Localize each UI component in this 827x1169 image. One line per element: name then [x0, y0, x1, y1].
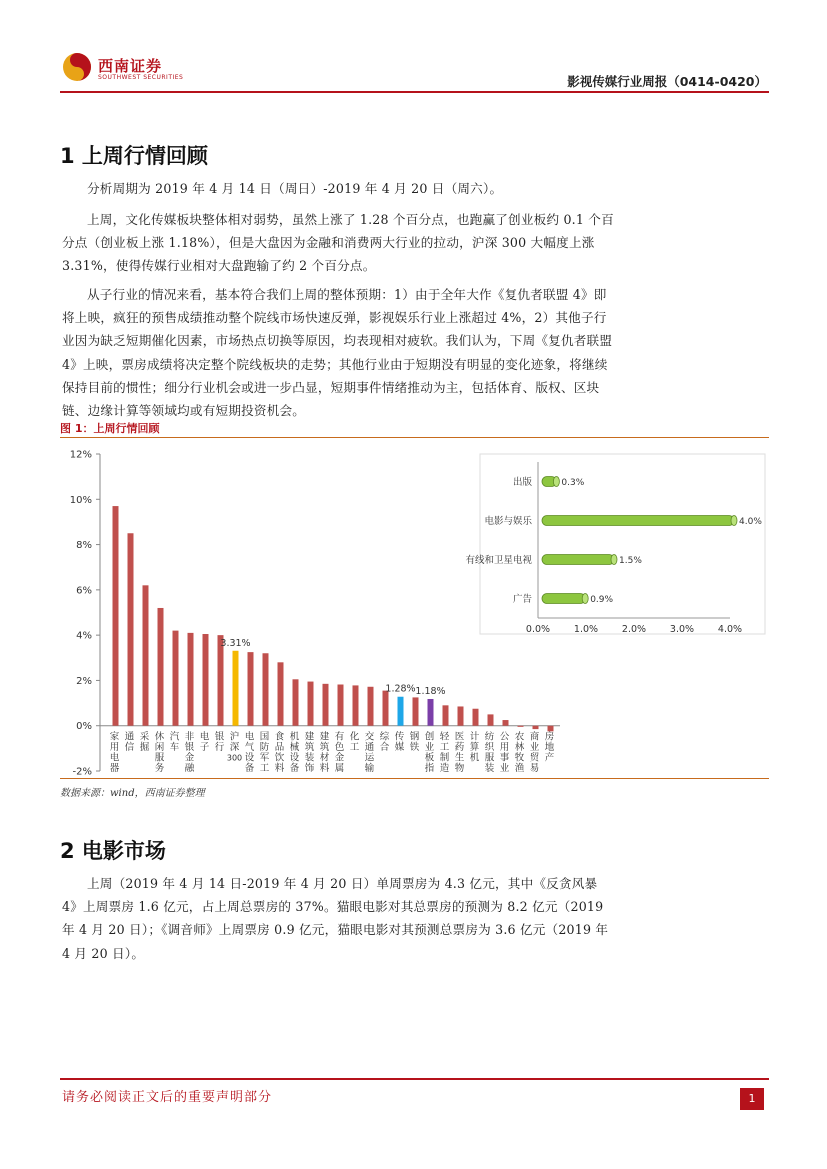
x-tick-label: 纺织服装 [484, 731, 495, 775]
x-tick-label: 银行 [214, 731, 225, 754]
y-tick-label: 4% [76, 630, 92, 642]
bar [128, 533, 134, 725]
paragraph: 从子行业的情况来看，基本符合我们上周的整体预期：1）由于全年大作《复仇者联盟 4》即将上映，疯狂的预售成绩推动整个院线市场快速反弹，影视娱乐行业上涨超过 4%，2）其他子行业因为缺乏短期催化因素，市场热点切换等原因，均表现相对疲软。我们认为，下周《复仇者联盟 4》上映，票房成绩将决定整个院线板块的走势；其他行业由于短期没有明显的变化迹象，将继续保持目前的惯性；细分行业机会或进一步凸显，短期事件情绪推动为主，包括体育、版权、区块链、边缘计算等领域均或有短期投资机会。 [62, 287, 613, 419]
footer-divider [60, 1078, 769, 1080]
logo-icon [62, 52, 92, 82]
x-tick-label: 建筑装饰 [304, 731, 315, 775]
inset-bar-cap [611, 555, 617, 565]
x-tick-label: 沪深 300 [226, 731, 243, 763]
y-tick-label: 6% [76, 585, 92, 597]
media-subsector-chart [465, 454, 765, 635]
bar [188, 633, 194, 726]
x-tick-label: 综合 [379, 731, 390, 754]
x-tick-label: 农林牧渔 [514, 731, 525, 775]
figure-bottom-rule [60, 778, 769, 779]
bar [548, 726, 554, 732]
x-tick-label: 建筑材料 [319, 731, 330, 775]
x-tick-label: 采掘 [139, 731, 150, 754]
bar [383, 691, 389, 726]
inset-x-tick-label: 2.0% [621, 624, 647, 635]
paragraph: 分析周期为 2019 年 4 月 14 日（周日）-2019 年 4 月 20 日（周六）。 [87, 181, 503, 196]
x-tick-label: 传媒 [394, 731, 405, 754]
x-tick-label: 钢铁 [409, 731, 420, 754]
x-tick-label: 创业板指 [424, 731, 435, 775]
data-label: 1.18% [415, 685, 446, 697]
bar [293, 679, 299, 725]
y-tick-label: 2% [76, 675, 92, 687]
bar [398, 697, 404, 726]
bar [458, 706, 464, 725]
y-tick-label: 12% [69, 449, 92, 461]
bar [308, 682, 314, 726]
bar [323, 684, 329, 726]
inset-bar [542, 594, 585, 604]
bar [263, 653, 269, 725]
bar [503, 720, 509, 726]
inset-data-label: 4.0% [739, 517, 762, 527]
inset-x-tick-label: 1.0% [573, 624, 599, 635]
inset-bar-cap [582, 594, 588, 604]
data-source: 数据来源：wind，西南证券整理 [60, 788, 205, 799]
paragraph: 上周（2019 年 4 月 14 日-2019 年 4 月 20 日）单周票房为 4.3 亿元，其中《反贪风暴 4》上周票房 1.6 亿元，占上周总票房的 37%。猫眼电影对其总票房的预测为 8.2 亿元（2019 年 4 月 20 日）；《调音师》上周票房 0.9 亿元，猫眼电影对其预测总票房为 3.6 亿元（2019 年 4 月 20 日）。 [62, 876, 609, 961]
bar [413, 697, 419, 725]
header-divider [60, 91, 769, 93]
x-tick-label: 计算机 [469, 731, 480, 764]
x-tick-label: 机械设备 [289, 731, 300, 775]
paragraph: 上周，文化传媒板块整体相对弱势，虽然上涨了 1.28 个百分点，也跑赢了创业板约 0.1 个百分点（创业板上涨 1.18%），但是大盘因为金融和消费两大行业的拉动，沪深 300 大幅度上涨 3.31%，使得传媒行业相对大盘跑输了约 2 个百分点。 [62, 212, 614, 274]
bar [278, 662, 284, 725]
market-review-chart [60, 440, 769, 777]
inset-bar [542, 555, 614, 565]
page-number: 1 [740, 1088, 764, 1110]
inset-category-label: 有线和卫星电视 [465, 555, 532, 566]
bar [533, 726, 539, 729]
bar [443, 705, 449, 725]
x-tick-label: 非银金融 [184, 731, 195, 775]
inset-bar [542, 516, 734, 526]
inset-bar-cap [731, 516, 737, 526]
y-tick-label: 10% [69, 494, 92, 506]
inset-data-label: 0.3% [561, 478, 585, 488]
x-tick-label: 家用电器 [109, 731, 120, 775]
bar [113, 506, 119, 726]
bar [338, 685, 344, 726]
section-heading: 1 上周行情回顾 [60, 144, 208, 168]
bar [158, 608, 164, 726]
bar [248, 652, 254, 726]
x-tick-label: 电气设备 [244, 731, 255, 775]
bar [353, 685, 359, 725]
x-tick-label: 通信 [124, 731, 135, 754]
footer-disclaimer: 请务必阅读正文后的重要声明部分 [62, 1090, 273, 1105]
y-tick-label: -2% [72, 766, 92, 777]
inset-data-label: 0.9% [590, 595, 614, 605]
inset-bar-cap [553, 477, 559, 487]
x-tick-label: 商业贸易 [529, 731, 540, 775]
bar [233, 651, 239, 726]
inset-category-label: 出版 [512, 477, 532, 488]
bar [488, 714, 494, 725]
data-label: 1.28% [385, 683, 416, 695]
bar [203, 634, 209, 726]
data-label: 3.31% [220, 637, 251, 649]
x-tick-label: 交通运输 [364, 731, 375, 775]
inset-x-tick-label: 3.0% [669, 624, 695, 635]
inset-x-tick-label: 4.0% [717, 624, 743, 635]
x-tick-label: 国防军工 [259, 731, 270, 775]
x-tick-label: 电子 [199, 731, 210, 754]
x-tick-label: 有色金属 [334, 731, 345, 775]
inset-category-label: 广告 [512, 594, 532, 605]
bar [428, 699, 434, 726]
figure-caption: 图 1：上周行情回顾 [60, 422, 160, 435]
bar [518, 726, 524, 727]
inset-category-label: 电影与娱乐 [484, 516, 532, 527]
y-tick-label: 0% [76, 721, 92, 733]
x-tick-label: 房地产 [544, 731, 555, 764]
report-title: 影视传媒行业周报（0414-0420） [567, 74, 767, 89]
bar [473, 709, 479, 726]
x-tick-label: 化工 [349, 731, 360, 754]
logo-subtext: SOUTHWEST SECURITIES [98, 74, 184, 81]
x-tick-label: 汽车 [169, 731, 180, 754]
bar [173, 631, 179, 726]
y-tick-label: 8% [76, 540, 92, 552]
inset-data-label: 1.5% [619, 556, 642, 566]
section-heading: 2 电影市场 [60, 839, 166, 863]
inset-x-tick-label: 0.0% [525, 624, 551, 635]
x-tick-label: 公用事业 [499, 731, 510, 775]
logo-text: 西南证券 [98, 57, 163, 75]
x-tick-label: 轻工制造 [439, 731, 450, 775]
figure-top-rule [60, 437, 769, 438]
x-tick-label: 食品饮料 [274, 731, 285, 775]
x-tick-label: 休闲服务 [154, 731, 165, 775]
bar [368, 687, 374, 726]
bar [143, 585, 149, 725]
x-tick-label: 医药生物 [454, 731, 465, 775]
